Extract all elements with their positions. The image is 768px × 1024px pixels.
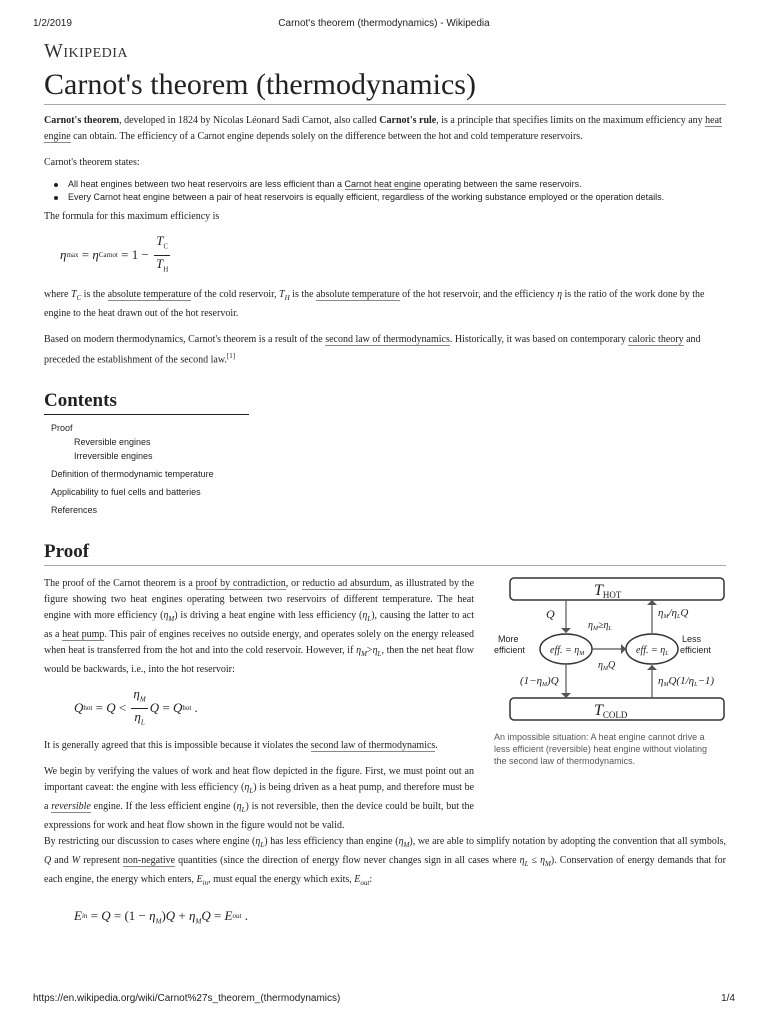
proof-paragraph-1: The proof of the Carnot theorem is a proof by contradiction, or reductio ad absurdum, as illustrated by the figure showing two heat engines operating between two reservoirs of different temperature. The heat engine with more efficiency $(\eta_M)$ is driving a heat engine with less efficiency $(\eta_L)$, causing the latter to act as a heat pump. This pair of engines receives no outside energy, and operates solely on the energy released when heat is transferred from the hot and into the cold reservoir. However, if $\eta_M>\eta_L$, then the net heat flow would be backwards, i.e., into the hot reservoir: [44,578,475,676]
text: ), causing the latter to act as a [44,610,474,641]
text: , as illustrated by the figure showing two heat engines operating between two reservoirs of different temperature. The heat engine with more efficiency ( [44,578,475,622]
q-cold-right-label: ηMQ(1/ηL−1) [658,675,715,689]
toc-item-definition[interactable]: Definition of thermodynamic temperature [51,469,214,480]
text: . Historically, it was based on contemporary [449,334,629,345]
list-item [64,179,726,190]
text: , is a principle that specifies limits on the maximum efficiency any [436,115,706,126]
backward-flow-formula: Q hot = Q < $\frac{\eta_M}{\eta_L}$ Q = Q hot . [74,686,198,727]
toc-item-applicability[interactable]: Applicability to fuel cells and batteries [51,487,201,498]
link-reductio[interactable]: reductio ad absurdum [302,578,390,590]
proof-paragraph-2 [44,738,474,754]
text: where [44,289,71,300]
text: quantities (since the direction of energy flow never changes sign in all cases where [175,855,520,867]
toc-item-reversible[interactable]: Reversible engines [74,437,151,448]
more-label: More [498,634,519,645]
efficiency-formula: η max = η Carnot = 1 − $\frac{T_C}{T_H}$ [60,232,169,274]
where-paragraph: where $T_C$ is the absolute temperature of the cold reservoir, $T_H$ is the absolute temperature of the hot reservoir, and the efficiency η is the ratio of the work done by the engine to the heat drawn out of the hot reservoir. [44,289,705,319]
formula-intro: The formula for this maximum efficiency is [44,211,220,222]
figure-caption: An impossible situation: A heat engine cannot drive a less efficient (reversible) heat engine without violating the second law of thermodynamics. [494,732,707,767]
text: ) has less efficiency than engine ( [264,836,399,848]
text: Based on modern thermodynamics, Carnot's theorem is a result of the [44,334,326,345]
link-absolute-temperature[interactable]: absolute temperature [107,289,192,300]
inequality-label: $\eta_M\ge\eta_L$ [588,620,612,633]
eff-l-label: eff. = $\eta_L$ [636,645,669,658]
text: , developed in 1824 by Nicolas Léonard Sadi Carnot, also called [119,115,380,126]
text: , or [285,578,303,590]
q-over-eta-label: ηM/ηLQ [658,607,689,621]
toc-item-irreversible[interactable]: Irreversible engines [74,451,153,462]
text: ) is not reversible, then the device could be built, but the expressions for work and heat flow shown in the figure would not be valid. [44,801,474,832]
toc-item-proof[interactable]: Proof [51,423,73,434]
text: of the hot reservoir, and the efficiency [399,289,558,300]
proof-paragraph-4: By restricting our discussion to cases where engine $(\eta_L)$ has less efficiency than engine $(\eta_M)$, we are able to simplify notation by adopting the convention that all symbols, Q and W represent non-negative quantities (since the direction of energy flow never changes sign in all cases where $\eta_L \le \eta_M$). Conservation of energy demands that for each engine, the energy which enters, $E_{in}$, must equal the energy which exits, $E_{out}$: [44,836,726,888]
proof-paragraph-3a: We begin by verifying the values of work and heat flow depicted in the figure. First, we must point out an important caveat: the engine with less efficiency $(\eta_L)$ is being driven as a heat pump, and therefore must be a reversible engine. If the less efficient engine $(\eta_L)$ is not reversible, then the device could be built, but the expressions for work and heat flow shown in the figure would not be valid. [44,766,475,832]
text: . This pair of engines receives no outside energy, and operates solely on the energy released when heat is transferred from the hot and into the cold reservoir. However, if [44,629,474,657]
q-label: Q [546,607,555,622]
text: : [369,874,373,886]
text: and [51,855,72,867]
less-efficient-label: efficient [680,645,711,656]
print-date: 1/2/2019 [33,18,72,29]
less-label: Less [682,634,702,645]
print-url: https://en.wikipedia.org/wiki/Carnot%27s_theorem_(thermodynamics) [33,993,341,1004]
conservation-formula: E in = Q = (1 − $\eta_M$ ) Q + $\eta_M$ Q = E out . [74,907,248,926]
table-of-contents [44,390,249,517]
intro-paragraph [44,113,726,145]
text: It is generally agreed that this is impossible because it violates the [44,740,311,752]
link-absolute-temperature[interactable]: absolute temperature [316,289,400,300]
proof-text [44,576,474,834]
bold-term: Carnot's theorem [44,115,120,126]
text: is the [81,289,108,300]
toc-item-references[interactable]: References [51,505,98,516]
print-title: Carnot's theorem (thermodynamics) - Wikipedia [278,18,490,29]
link-non-negative[interactable]: non-negative [122,855,176,867]
text: The proof of the Carnot theorem is a [44,578,196,590]
proof-heading: Proof [44,541,726,566]
link-heat-pump[interactable]: heat pump [62,629,105,641]
text: is the [289,289,317,300]
proof-section [44,576,726,931]
link-second-law[interactable]: second law of thermodynamics [325,334,450,345]
text: We begin by verifying the values of work and heat flow depicted in the figure. First, we must point out an important caveat: the engine with less efficiency ( [44,766,474,794]
list-item: Every Carnot heat engine between a pair of heat reservoirs is equally efficient, regardless of the working substance employed or the operation details. [64,192,726,203]
text: , then the net heat flow would be backwards, i.e., into the hot reservoir: [44,645,475,676]
text: of the cold reservoir, [191,289,280,300]
text: ), we are able to simplify notation by adopting the convention that all symbols, [409,836,726,848]
link-heat-engine[interactable]: heat engine [44,115,722,142]
toc-heading: Contents [44,390,249,415]
efficient-label: efficient [494,645,525,656]
text: operating between the same reservoirs. [421,179,582,189]
text: engine. If the less efficient engine ( [90,801,237,813]
modern-paragraph [44,332,726,368]
figure [494,576,726,767]
text: , must equal the energy which exits, [208,874,355,886]
link-proof-by-contradiction[interactable]: proof by contradiction [195,578,286,590]
page-title: Carnot's theorem (thermodynamics) [44,68,726,105]
link-carnot-heat-engine[interactable]: Carnot heat engine [344,179,422,189]
t-hot-label: THOT [594,582,622,601]
text: is the ratio of the work done by the engine to the heat drawn out of the hot reservoir. [44,289,705,319]
text: . [435,740,438,752]
text: ) is being driven as a heat pump, and therefore must be a [44,782,475,813]
work-label: $\eta_MQ$ [598,660,616,673]
bold-term: Carnot's rule [379,115,437,126]
theorem-list [64,179,726,203]
t-cold-label: TCOLD [594,702,628,721]
link-second-law[interactable]: second law of thermodynamics [310,740,436,752]
page-number: 1/4 [721,993,735,1004]
carnot-diagram [494,576,726,724]
text: can obtain. The efficiency of a Carnot engine depends solely on the difference between the hot and cold temperature reservoirs. [70,131,583,142]
states-line: Carnot's theorem states: [44,157,140,168]
text: Conservation of energy demands that for each engine, the energy which enters, [44,855,726,886]
link-caloric-theory[interactable]: caloric theory [628,334,684,345]
text: By restricting our discussion to cases where engine ( [44,836,256,848]
text: and preceded the establishment of the second law. [44,334,701,366]
q-cold-left-label: (1−ηM)Q [520,675,559,689]
eff-m-label: eff. = $\eta_M$ [550,645,585,658]
text: ) is driving a heat engine with less efficiency ( [174,610,363,622]
text: represent [80,855,123,867]
link-reversible[interactable]: reversible [51,801,91,813]
article [44,40,726,931]
reference-1[interactable]: [1] [226,352,236,360]
wikipedia-logo[interactable]: Wikipedia [44,40,129,62]
text: All heat engines between two heat reservoirs are less efficient than a [68,179,345,189]
print-header [0,18,768,32]
print-footer [0,993,768,1007]
text: ). [550,855,557,867]
